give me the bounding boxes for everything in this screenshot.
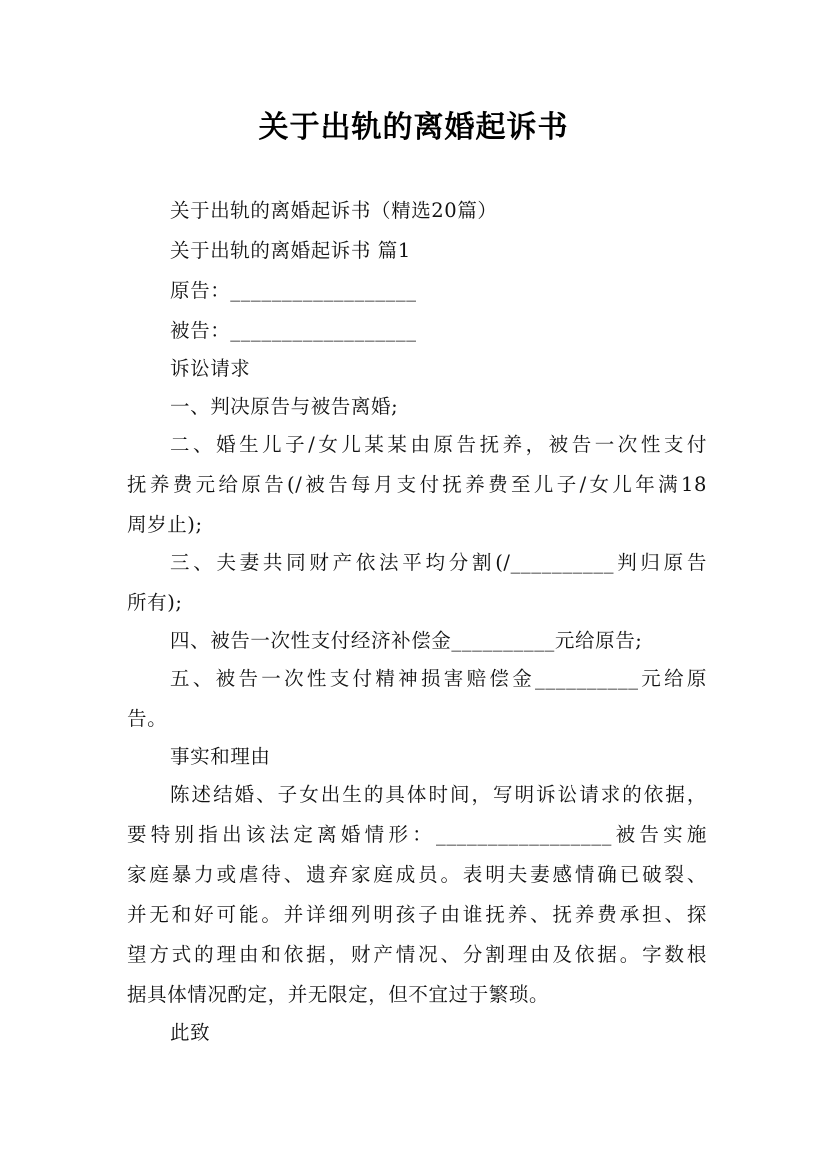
claim-5-line-1: 五、被告一次性支付精神损害赔偿金__________元给原 bbox=[170, 667, 707, 690]
subtitle-line: 关于出轨的离婚起诉书（精选20篇） bbox=[170, 199, 498, 222]
facts-line-3: 家庭暴力或虐待、遗弃家庭成员。表明夫妻感情确已破裂、 bbox=[127, 863, 707, 886]
facts-line-1: 陈述结婚、子女出生的具体时间，写明诉讼请求的依据， bbox=[170, 783, 707, 806]
closing-line: 此致 bbox=[170, 1021, 211, 1044]
facts-line-6: 据具体情况酌定，并无限定，但不宜过于繁琐。 bbox=[127, 983, 550, 1006]
claim-2-line-3: 周岁止); bbox=[127, 513, 203, 536]
claim-2-line-1: 二、婚生儿子/女儿某某由原告抚养，被告一次性支付 bbox=[170, 433, 707, 456]
claim-5-line-2: 告。 bbox=[127, 707, 168, 730]
facts-heading: 事实和理由 bbox=[170, 745, 271, 768]
claim-2-line-2: 抚养费元给原告(/被告每月支付抚养费至儿子/女儿年满18 bbox=[127, 473, 707, 496]
facts-line-2: 要特别指出该法定离婚情形：_________________被告实施 bbox=[127, 823, 707, 846]
claim-4: 四、被告一次性支付经济补偿金__________元给原告; bbox=[170, 629, 643, 652]
claim-3-line-1: 三、夫妻共同财产依法平均分割(/__________判归原告 bbox=[170, 551, 707, 574]
facts-line-4: 并无和好可能。并详细列明孩子由谁抚养、抚养费承担、探 bbox=[127, 903, 707, 926]
claim-1: 一、判决原告与被告离婚; bbox=[170, 395, 399, 418]
defendant-line: 被告：__________________ bbox=[170, 319, 417, 342]
plaintiff-line: 原告：__________________ bbox=[170, 279, 417, 302]
facts-line-5: 望方式的理由和依据，财产情况、分割理由及依据。字数根 bbox=[127, 943, 707, 966]
claims-heading: 诉讼请求 bbox=[170, 357, 251, 380]
section-heading: 关于出轨的离婚起诉书 篇1 bbox=[170, 239, 411, 262]
document-title: 关于出轨的离婚起诉书 bbox=[258, 110, 569, 145]
claim-3-line-2: 所有); bbox=[127, 591, 183, 614]
